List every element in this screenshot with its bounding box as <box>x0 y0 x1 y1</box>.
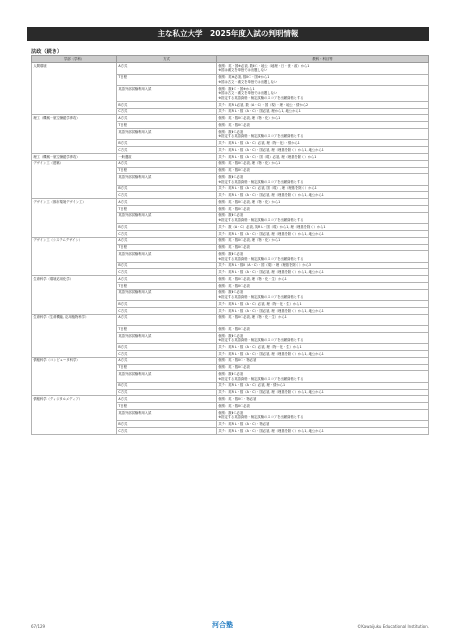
subject-line: 個別：英・数ⅡＣ・物必須 <box>218 396 257 401</box>
method-cell: T日程 <box>117 167 217 174</box>
method-cell: C方式 <box>117 230 217 237</box>
subjects-cell <box>217 344 429 351</box>
table-row <box>32 396 429 403</box>
method-cell: 英語外部試験利用入試 <box>117 251 217 262</box>
header-subjects: 教科・科目等 <box>217 56 429 63</box>
subject-line: 個別：英・数ⅡＣ必須, 理（物・化）から1 <box>218 161 281 166</box>
subject-line: 個別：英・数ⅡＣ必須 <box>218 326 250 331</box>
subject-line: 共テ：英R L・数（A・C）・国必須, 理（理基を除く）から1, 地公から1 <box>218 231 324 236</box>
subjects-cell <box>217 283 429 290</box>
subjects-cell <box>217 108 429 115</box>
subjects-cell <box>217 174 429 185</box>
method-cell: C方式 <box>117 108 217 115</box>
table-row <box>32 357 429 364</box>
method-cell: T日程 <box>117 122 217 129</box>
subject-line: 共テ：英R L・数（A・C）・国（現）必須, 理（理基を除く）から1 <box>218 154 317 159</box>
header-method: 方式 <box>117 56 217 63</box>
subject-line: 共テ：英R L・数（A・C）・物必須 <box>218 421 270 426</box>
subject-line: 個別：数ⅡＣ必須 <box>218 129 244 134</box>
subjects-cell <box>217 224 429 231</box>
faculty-cell: 人間環境 <box>32 63 117 115</box>
subject-line: 個別：数ⅡＣ必須 <box>218 251 244 256</box>
method-cell: A方式 <box>117 63 217 74</box>
subjects-cell <box>217 206 429 213</box>
subject-line: 共テ：英R L・数（A・C）・国必須, 理（理基を除く）から1, 地公から1 <box>218 270 324 275</box>
subject-line: ※国は古文・漢文を単独では出題しない <box>218 91 278 96</box>
subjects-cell <box>217 74 429 85</box>
subject-line: 個別：英・数ⅡＣ必須 <box>218 245 250 250</box>
method-cell: T日程 <box>117 326 217 333</box>
subjects-cell <box>217 262 429 269</box>
subject-line: 共テ：数（A・C）必須, 英R L・国（現）から1, 理（理基を除く）から1 <box>218 224 326 229</box>
subjects-cell <box>217 153 429 160</box>
subject-line: 共テ：英R L・数（A・C）・国必須, 理（理基を除く）から1, 地公から1 <box>218 428 324 433</box>
subjects-cell <box>217 147 429 154</box>
subject-line: 共テ：英R L必須, 数（A・C）・国（現）・理・地公・情から2 <box>218 102 309 107</box>
method-cell: C方式 <box>117 389 217 396</box>
subject-line: 個別：英・数ⅡＣ必須 <box>218 403 250 408</box>
subjects-cell <box>217 326 429 333</box>
subject-line: 共テ：英R L・数Ⅱ（A・C）・国（現）・理（理基を除く）から3 <box>218 263 311 268</box>
subjects-cell <box>217 160 429 167</box>
subjects-cell <box>217 351 429 358</box>
subjects-cell <box>217 307 429 314</box>
subject-line: ※指定する英語資格・検定試験のスコアを出願資格とする <box>218 218 304 222</box>
table-row <box>32 115 429 122</box>
subjects-cell <box>217 357 429 364</box>
method-cell: B方式 <box>117 140 217 147</box>
header-faculty: 学部（学科） <box>32 56 117 63</box>
subject-line: 個別：英・数ⅡＣ必須, 理（物・化）から1 <box>218 238 281 243</box>
subjects-cell <box>217 382 429 389</box>
method-cell: 英語外部試験利用入試 <box>117 332 217 343</box>
subjects-cell <box>217 269 429 276</box>
subjects-cell <box>217 396 429 403</box>
subject-line: ※指定する英語資格・検定試験のスコアを出願資格とする <box>218 134 304 139</box>
subject-line: 個別：数ⅡＣ必須 <box>218 290 244 295</box>
subjects-cell <box>217 85 429 101</box>
method-cell: 英語外部試験利用入試 <box>117 212 217 223</box>
subject-line: 個別：数ⅡＣ必須 <box>218 333 244 338</box>
table-header-row <box>32 56 429 63</box>
subjects-cell <box>217 192 429 199</box>
subjects-cell <box>217 371 429 382</box>
method-cell: C方式 <box>117 428 217 435</box>
subjects-cell <box>217 332 429 343</box>
subjects-cell <box>217 364 429 371</box>
subjects-cell <box>217 389 429 396</box>
subjects-cell <box>217 167 429 174</box>
subjects-cell <box>217 289 429 300</box>
method-cell: C方式 <box>117 269 217 276</box>
admission-table <box>31 55 429 435</box>
faculty-cell: 理工（機械－航空操縦学専攻） <box>32 153 117 160</box>
subject-line: 個別：英・国※必須, 数ⅡＣ・地公（地理・日・世・政）から1 <box>218 63 310 68</box>
method-cell: 一般選抜 <box>117 153 217 160</box>
method-cell: A方式 <box>117 276 217 283</box>
faculty-cell: 生命科学（生命機能, 応用植物科学） <box>32 314 117 357</box>
subject-line: 個別：英・数ⅡＣ必須 <box>218 168 250 173</box>
method-cell: A方式 <box>117 357 217 364</box>
subjects-cell <box>217 244 429 251</box>
subject-line: 個別：英・数ⅡＣ必須 <box>218 283 250 288</box>
subject-line: ※指定する英語資格・検定試験のスコアを出願資格とする <box>218 295 304 299</box>
subject-line: 個別：数ⅡＣ・国※から1 <box>218 86 255 91</box>
method-cell: T日程 <box>117 206 217 213</box>
table-row <box>32 237 429 244</box>
faculty-cell: デザイン工（都市環境デザイン工） <box>32 199 117 238</box>
subjects-cell <box>217 212 429 223</box>
subject-line: 個別：英・数ⅡＣ必須 <box>218 365 250 370</box>
subject-line: ※指定する英語資格・検定試験のスコアを出願資格とする <box>218 256 304 261</box>
subject-line: 共テ：英R L・数（A・C）・国必須, 理（理基を除く）から1, 地公から1 <box>218 351 324 356</box>
method-cell: A方式 <box>117 160 217 167</box>
subject-line: 共テ：英R L・数（A・C）必須, 理・情から1 <box>218 383 286 388</box>
subject-line: 共テ：英R L・数（A・C）・国必須, 理（理基を除く）から1, 地公から1 <box>218 390 324 395</box>
subjects-cell <box>217 403 429 410</box>
subjects-cell <box>217 230 429 237</box>
subject-line: ※指定する英語資格・検定試験のスコアを出願資格とする <box>218 376 304 381</box>
table-row <box>32 276 429 283</box>
subjects-cell <box>217 421 429 428</box>
subjects-cell <box>217 301 429 308</box>
subject-line: ※指定する英語資格・検定試験のスコアを出願資格とする <box>218 179 304 184</box>
page-number: 67/129 <box>31 624 46 629</box>
subject-line: 個別：英・数ⅡＣ必須 <box>218 206 250 211</box>
subjects-cell <box>217 237 429 244</box>
method-cell: B方式 <box>117 301 217 308</box>
kawaijuku-logo: 河合塾 <box>212 621 233 629</box>
subject-line: 個別：英・数ⅡＣ必須, 理（物・化・生）から1 <box>218 276 287 281</box>
table-row <box>32 153 429 160</box>
subjects-cell <box>217 409 429 420</box>
method-cell: C方式 <box>117 192 217 199</box>
faculty-cell: 理工（機械－航空操縦学専攻） <box>32 115 117 154</box>
method-cell: B方式 <box>117 224 217 231</box>
method-cell: A方式 <box>117 396 217 403</box>
copyright-text: ©Kawaijuku Educational Institution. <box>357 624 429 629</box>
subject-line: ※国は古文・漢文を単独では出題しない <box>218 79 278 84</box>
method-cell: 英語外部試験利用入試 <box>117 174 217 185</box>
method-cell: T日程 <box>117 403 217 410</box>
subjects-cell <box>217 199 429 206</box>
subject-line: 個別：英・数ⅡＣ・物必須 <box>218 358 257 363</box>
subject-line: 個別：英・数ⅡＣ必須, 理（物・化・生）から1 <box>218 315 287 320</box>
method-cell: B方式 <box>117 101 217 108</box>
faculty-cell: デザイン工（建築） <box>32 160 117 199</box>
method-cell: A方式 <box>117 115 217 122</box>
subjects-cell <box>217 251 429 262</box>
subject-line: ※指定する英語資格・検定試験のスコアを出願資格とする <box>218 338 304 343</box>
subject-line: 共テ：英R L・数（A・C）必須, 理（物・化・生）から1 <box>218 301 302 306</box>
method-cell: 英語外部試験利用入試 <box>117 85 217 101</box>
subject-line: 個別：英・数ⅡＣ必須 <box>218 122 250 127</box>
table-row <box>32 314 429 325</box>
subjects-cell <box>217 129 429 140</box>
subject-line <box>218 320 426 325</box>
faculty-cell: 生命科学（環境応用化学） <box>32 276 117 315</box>
method-cell: B方式 <box>117 262 217 269</box>
subject-line: 個別：英※必須, 数ⅡＣ・国※から1 <box>218 75 270 80</box>
method-cell: T日程 <box>117 364 217 371</box>
method-cell: 英語外部試験利用入試 <box>117 371 217 382</box>
subjects-cell <box>217 276 429 283</box>
method-cell: T日程 <box>117 283 217 290</box>
subject-line: 個別：数ⅡＣ必須 <box>218 372 244 376</box>
faculty-cell: 情報科学（ディジタルメディア） <box>32 396 117 435</box>
method-cell: C方式 <box>117 307 217 314</box>
subject-line: ※国は漢文を単独では出題しない <box>218 68 268 73</box>
method-cell: B方式 <box>117 421 217 428</box>
method-cell: B方式 <box>117 185 217 192</box>
subject-line: ※指定する英語資格・検定試験のスコアを出願資格とする <box>218 95 304 100</box>
table-row <box>32 63 429 74</box>
table-row <box>32 199 429 206</box>
subject-line: 共テ：英R L・数（A・C）・国必須, 理（理基を除く）から1, 地公から1 <box>218 193 324 198</box>
subjects-cell <box>217 428 429 435</box>
faculty-cell: デザイン工（システムデザイン） <box>32 237 117 276</box>
subjects-cell <box>217 101 429 108</box>
subject-line: 共テ：英R L・数（A・C）・国必須, 理から1, 地公から1 <box>218 109 301 114</box>
subject-line: 個別：英・数ⅡＣ必須, 理（物・化）から1 <box>218 199 281 204</box>
page-title: 主な私立大学 2025年度入試の判明情報 <box>27 27 429 41</box>
subject-line: 共テ：英R L・数（A・C）必須, 理（物・化・生）から1 <box>218 344 302 349</box>
subject-line: 個別：数ⅡＣ必須 <box>218 410 244 415</box>
subjects-cell <box>217 185 429 192</box>
section-heading: 法政（続き） <box>31 49 63 55</box>
method-cell: 英語外部試験利用入試 <box>117 289 217 300</box>
method-cell: A方式 <box>117 237 217 244</box>
subject-line: 個別：数ⅡＣ必須 <box>218 174 244 179</box>
method-cell: 英語外部試験利用入試 <box>117 129 217 140</box>
subjects-cell <box>217 115 429 122</box>
method-cell: C方式 <box>117 351 217 358</box>
method-cell: B方式 <box>117 344 217 351</box>
subjects-cell <box>217 122 429 129</box>
subject-line: 個別：数ⅡＣ必須 <box>218 213 244 218</box>
subject-line: 共テ：英R L・数（A・C）必須, 国（現）, 理（理基を除く）から1 <box>218 186 317 191</box>
subject-line: 共テ：英R L・数（A・C）・国必須, 理（理基を除く）から1, 地公から1 <box>218 308 324 313</box>
subject-line: 個別：英・数ⅡＣ必須, 理（物・化）から1 <box>218 116 281 121</box>
subjects-cell <box>217 63 429 74</box>
method-cell: B方式 <box>117 382 217 389</box>
method-cell: 英語外部試験利用入試 <box>117 409 217 420</box>
method-cell: A方式 <box>117 314 217 325</box>
method-cell: T日程 <box>117 244 217 251</box>
subject-line: 共テ：英R L・数（A・C）・国必須, 理（理基を除く）から1, 地公から1 <box>218 147 324 152</box>
subject-line: 共テ：英R L・数（A・C）必須, 理（物・化）・情から1 <box>218 141 300 145</box>
method-cell: C方式 <box>117 147 217 154</box>
faculty-cell: 情報科学（コンピュータ科学） <box>32 357 117 396</box>
subjects-cell <box>217 140 429 147</box>
table-row <box>32 160 429 167</box>
subjects-cell <box>217 314 429 325</box>
method-cell: A方式 <box>117 199 217 206</box>
method-cell: T日程 <box>117 74 217 85</box>
subject-line: ※指定する英語資格・検定試験のスコアを出願資格とする <box>218 415 304 420</box>
